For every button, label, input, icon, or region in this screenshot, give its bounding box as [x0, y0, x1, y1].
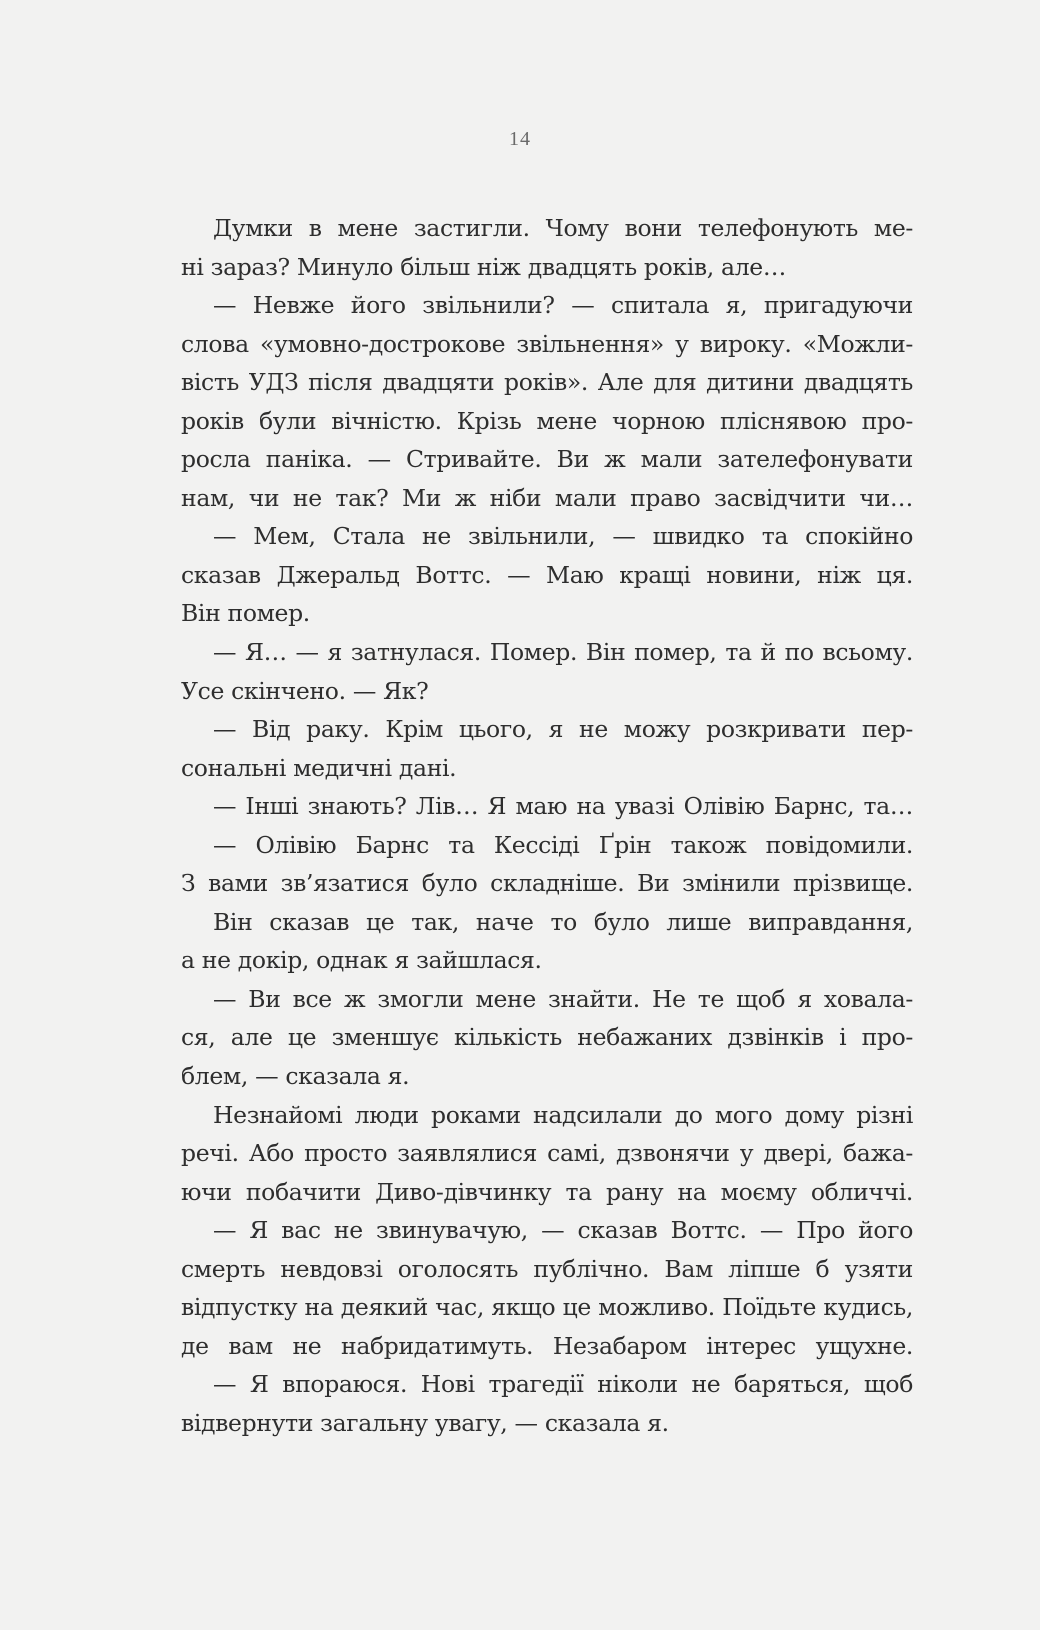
text-line: — Інші знають? Лів… Я маю на увазі Олівію Барнс, та… — [213, 792, 913, 821]
text-line: ючи побачити Диво-дівчинку та рану на моєму обличчі. — [181, 1177, 913, 1206]
text-line: — Я впораюся. Нові трагедії ніколи не баряться, щоб — [213, 1370, 913, 1399]
text-line: Думки в мене застигли. Чому вони телефонують ме- — [213, 214, 913, 242]
text-line: — Невже його звільнили? — спитала я, пригадуючи — [213, 291, 913, 320]
text-line: сональні медичні дані. — [181, 753, 457, 782]
body-text — [181, 209, 913, 1443]
text-line: років були вічністю. Крізь мене чорною пліснявою про- — [181, 406, 913, 435]
text-line: а не докір, однак я зайшлася. — [181, 946, 542, 975]
text-line: — Я… — я затнулася. Помер. Він помер, та й по всьому. — [213, 638, 913, 667]
text-line: слова «умовно-дострокове звільнення» у вироку. «Можли- — [181, 329, 913, 358]
text-line: Він помер. — [181, 599, 310, 628]
text-line: — Я вас не звинувачую, — сказав Воттс. — Про його — [213, 1216, 913, 1245]
text-line: сказав Джеральд Воттс. — Маю кращі новини, ніж ця. — [181, 560, 913, 589]
text-line: блем, — сказала я. — [181, 1062, 410, 1091]
text-line: росла паніка. — Стривайте. Ви ж мали зателефонувати — [181, 445, 913, 474]
text-line: смерть невдовзі оголосять публічно. Вам ліпше б узяти — [181, 1254, 913, 1283]
text-line: — Олівію Барнс та Кессіді Ґрін також повідомили. — [213, 830, 913, 859]
text-line: ні зараз? Минуло більш ніж двадцять років, але… — [181, 252, 786, 281]
text-line: Незнайомі люди роками надсилали до мого дому різні — [213, 1100, 913, 1129]
text-line: відвернути загальну увагу, — сказала я. — [181, 1408, 669, 1437]
text-line: Він сказав це так, наче то було лише виправдання, — [213, 907, 913, 936]
text-line: З вами зв’язатися було складніше. Ви змінили прізвище. — [181, 869, 913, 898]
text-line: Усе скінчено. — Як? — [181, 676, 429, 705]
text-line: ся, але це зменшує кількість небажаних дзвінків і про- — [181, 1023, 913, 1052]
text-line: — Ви все ж змогли мене знайти. Не те щоб я ховала- — [213, 984, 913, 1013]
page-number: 14 — [509, 128, 531, 150]
text-line: відпустку на деякий час, якщо це можливо. Поїдьте кудись, — [181, 1293, 913, 1322]
text-line: — Від раку. Крім цього, я не можу розкривати пер- — [213, 715, 913, 744]
text-line: — Мем, Стала не звільнили, — швидко та спокійно — [213, 522, 913, 551]
text-line: нам, чи не так? Ми ж ніби мали право засвідчити чи… — [181, 483, 913, 512]
text-line: де вам не набридатимуть. Незабаром інтерес ущухне. — [181, 1331, 913, 1360]
text-line: речі. Або просто заявлялися самі, дзвонячи у двері, бажа- — [181, 1139, 913, 1168]
text-line: вість УДЗ після двадцяти років». Але для дитини двадцять — [181, 368, 913, 397]
